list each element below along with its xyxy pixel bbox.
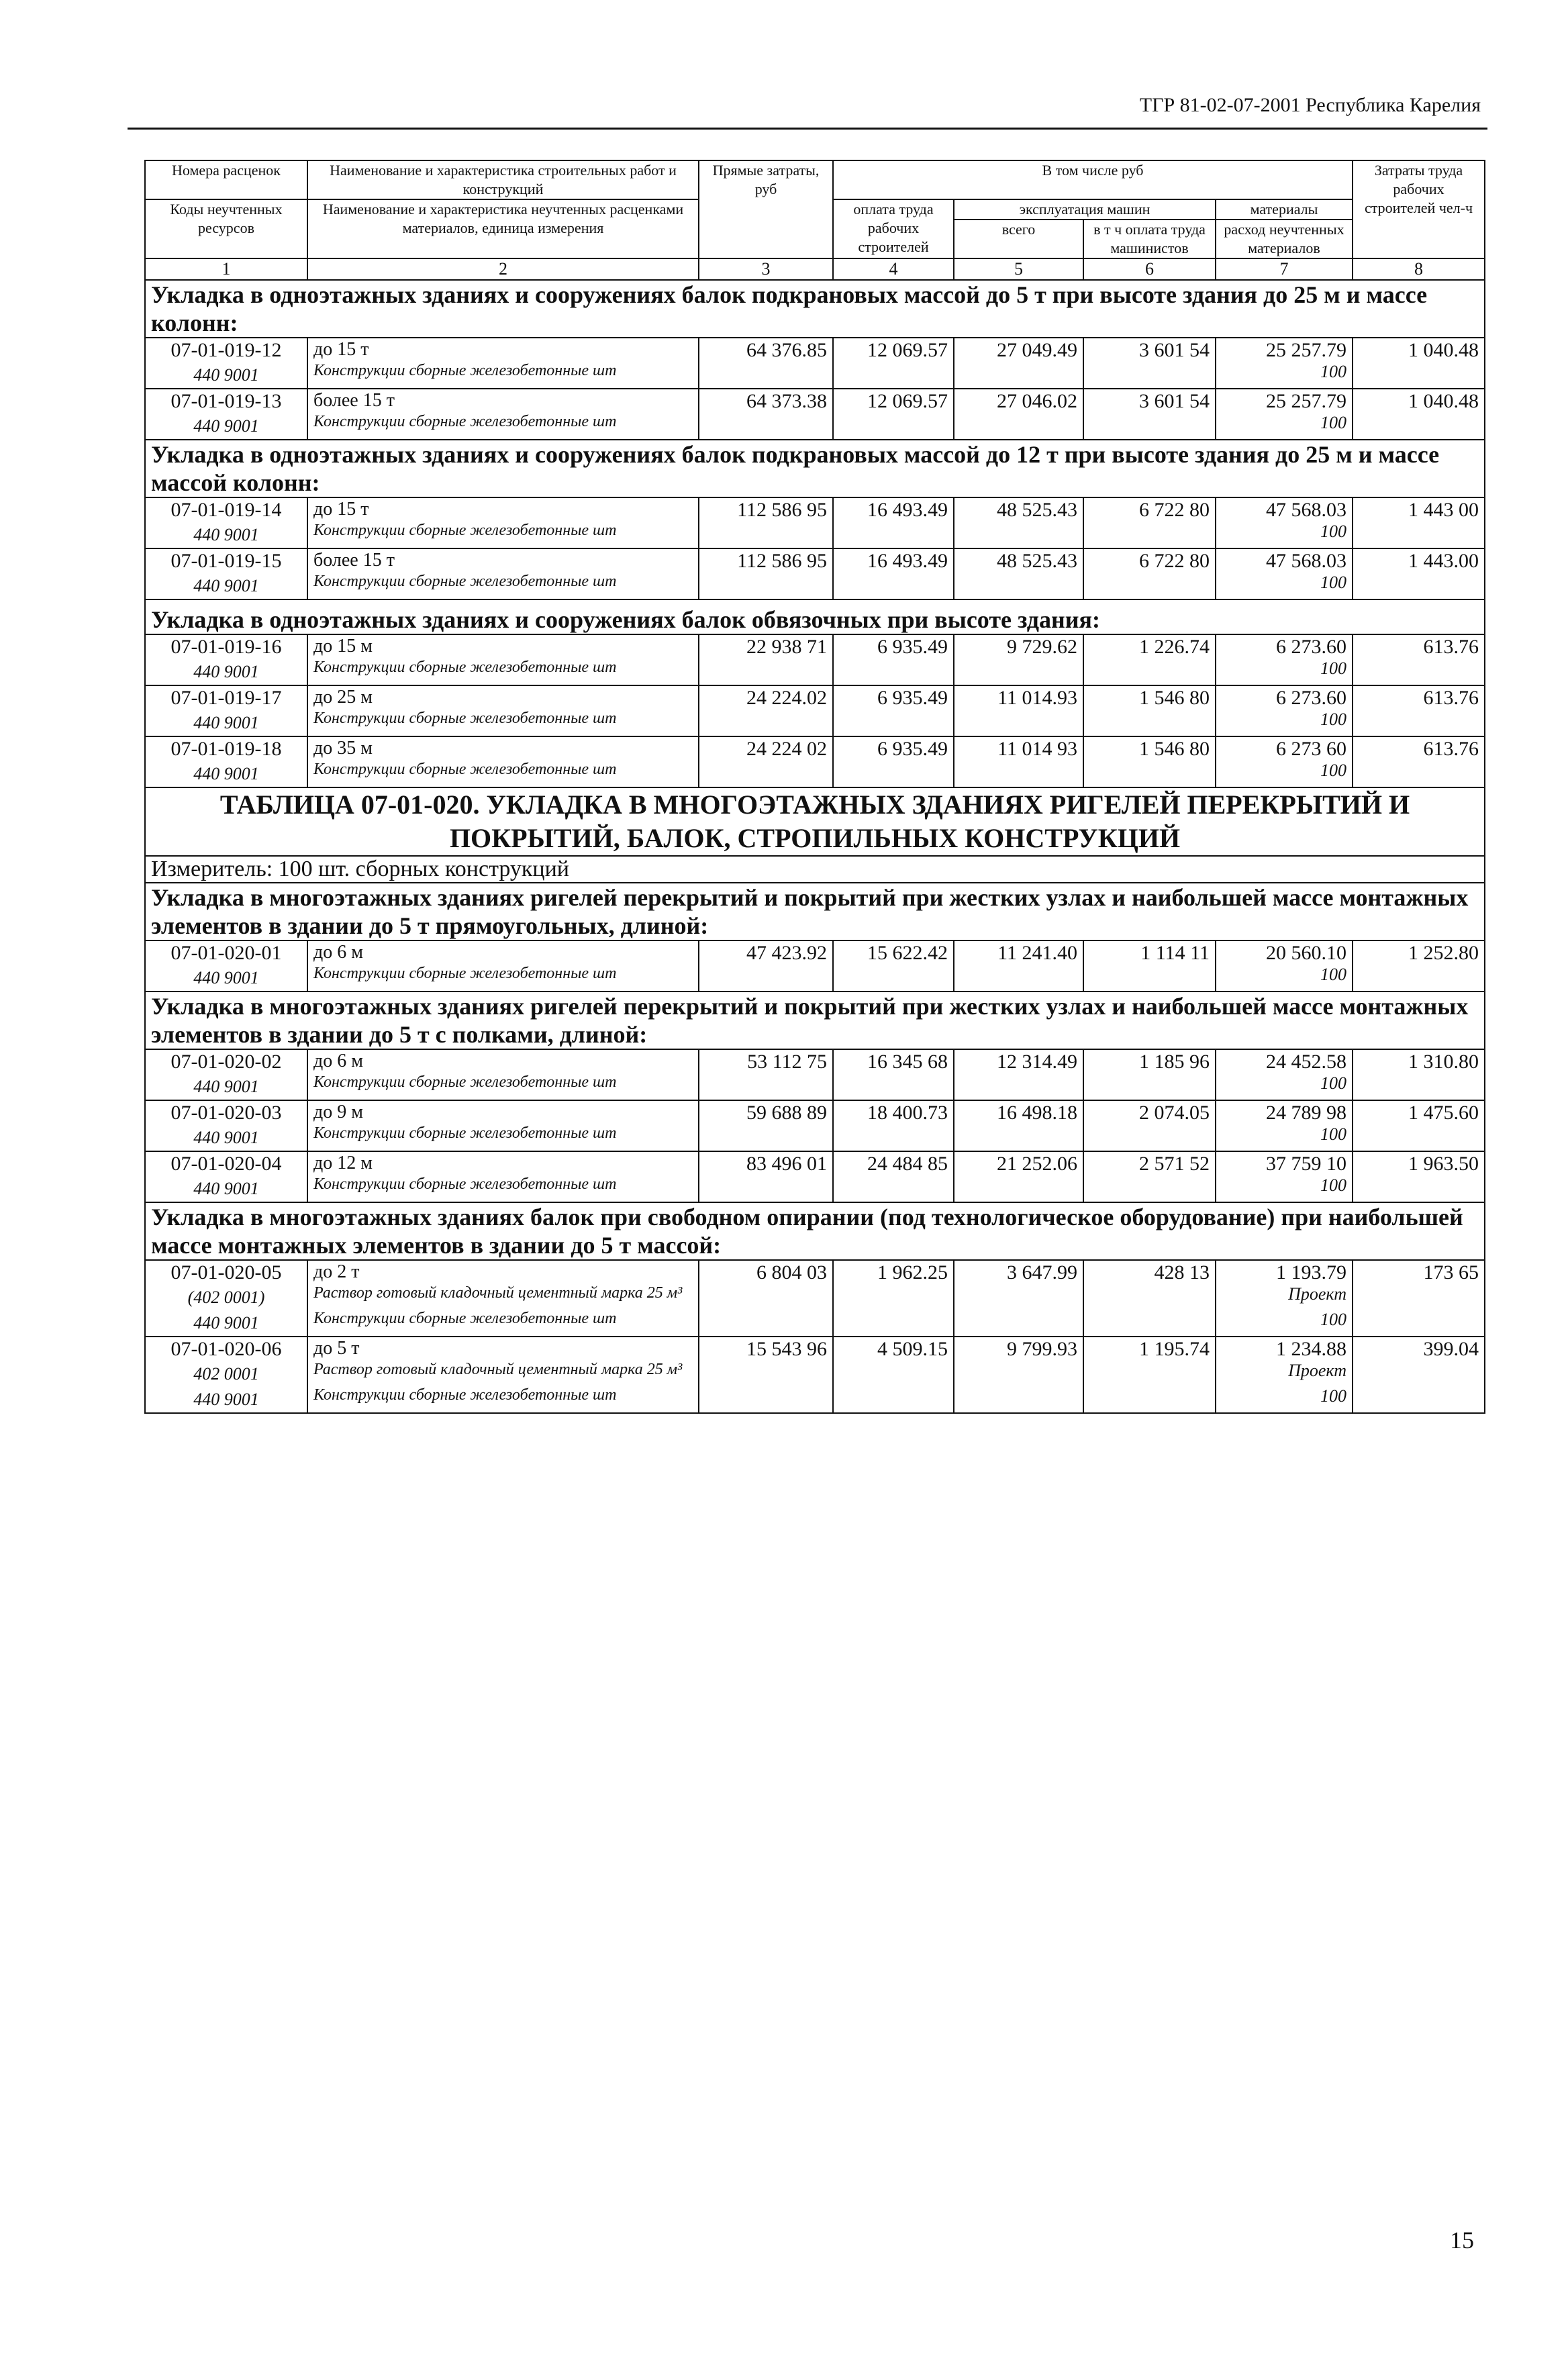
empty-cell <box>1353 1310 1485 1337</box>
col-number: 2 <box>307 258 699 280</box>
value-labor: 12 069.57 <box>833 389 954 414</box>
resource-code: 440 9001 <box>145 965 307 992</box>
resource-row <box>145 1285 1485 1310</box>
empty-cell <box>1083 573 1216 599</box>
value-machinists: 6 722 80 <box>1083 497 1216 522</box>
rate-code: 07-01-020-04 <box>145 1151 307 1176</box>
empty-cell <box>699 761 833 787</box>
value-hours: 1 963.50 <box>1353 1151 1485 1176</box>
empty-cell <box>954 761 1083 787</box>
work-name: до 6 м <box>307 1049 699 1074</box>
value-materials: 25 257.79 <box>1216 389 1353 414</box>
work-name: до 15 м <box>307 634 699 659</box>
resource-code: 402 0001 <box>145 1361 307 1387</box>
empty-cell <box>833 522 954 548</box>
value-hours: 613.76 <box>1353 634 1485 659</box>
resource-row <box>145 1361 1485 1387</box>
value-labor: 6 935.49 <box>833 634 954 659</box>
resource-code: 440 9001 <box>145 659 307 685</box>
rate-code: 07-01-020-03 <box>145 1100 307 1125</box>
resource-quantity: 100 <box>1216 1074 1353 1100</box>
value-direct: 83 496 01 <box>699 1151 833 1176</box>
col-machines-header: эксплуатация машин <box>954 199 1216 220</box>
rate-code: 07-01-019-13 <box>145 389 307 414</box>
empty-cell <box>833 1310 954 1337</box>
rate-row <box>145 548 1485 573</box>
value-materials: 6 273.60 <box>1216 634 1353 659</box>
work-name: до 9 м <box>307 1100 699 1125</box>
empty-cell <box>699 710 833 736</box>
work-name: до 2 т <box>307 1260 699 1285</box>
value-hours: 613.76 <box>1353 736 1485 761</box>
empty-cell <box>1083 522 1216 548</box>
resource-name: Конструкции сборные железобетонные шт <box>307 1176 699 1202</box>
resource-code: 440 9001 <box>145 1074 307 1100</box>
resource-row <box>145 659 1485 685</box>
resource-name: Конструкции сборные железобетонные шт <box>307 414 699 440</box>
col-rate-numbers-header: Номера расценок <box>145 160 307 199</box>
empty-cell <box>699 1361 833 1387</box>
resource-code: (402 0001) <box>145 1285 307 1310</box>
empty-cell <box>833 1074 954 1100</box>
empty-cell <box>699 965 833 992</box>
value-materials: 24 789 98 <box>1216 1100 1353 1125</box>
value-labor: 16 345 68 <box>833 1049 954 1074</box>
empty-cell <box>954 1310 1083 1337</box>
resource-name: Раствор готовый кладочный цементный марка 25 м³ <box>307 1361 699 1387</box>
value-machines: 27 046.02 <box>954 389 1083 414</box>
empty-cell <box>954 710 1083 736</box>
col-number: 7 <box>1216 258 1353 280</box>
col-work-name-header: Наименование и характеристика строительных работ и конструкций <box>307 160 699 199</box>
value-machinists: 2 571 52 <box>1083 1151 1216 1176</box>
value-direct: 15 543 96 <box>699 1337 833 1361</box>
rate-row <box>145 634 1485 659</box>
value-labor: 16 493.49 <box>833 548 954 573</box>
empty-cell <box>833 1387 954 1413</box>
empty-cell <box>1083 363 1216 389</box>
empty-cell <box>1083 1074 1216 1100</box>
resource-row <box>145 1176 1485 1202</box>
value-machinists: 1 226.74 <box>1083 634 1216 659</box>
section-title: Укладка в многоэтажных зданиях ригелей перекрытий и покрытий при жестких узлах и наибольшей массе монтажных элементов в здании до 5 т с полками, длиной: <box>145 992 1485 1049</box>
resource-quantity: 100 <box>1216 1176 1353 1202</box>
value-materials: 37 759 10 <box>1216 1151 1353 1176</box>
work-name: до 25 м <box>307 685 699 710</box>
rate-row <box>145 1049 1485 1074</box>
rate-code: 07-01-019-16 <box>145 634 307 659</box>
rate-code: 07-01-019-18 <box>145 736 307 761</box>
rate-code: 07-01-019-15 <box>145 548 307 573</box>
value-direct: 64 376.85 <box>699 338 833 363</box>
resource-code: 440 9001 <box>145 1125 307 1151</box>
col-number: 6 <box>1083 258 1216 280</box>
value-direct: 24 224.02 <box>699 685 833 710</box>
empty-cell <box>954 1285 1083 1310</box>
empty-cell <box>833 1285 954 1310</box>
resource-name: Конструкции сборные железобетонные шт <box>307 573 699 599</box>
resource-code: 440 9001 <box>145 363 307 389</box>
empty-cell <box>699 363 833 389</box>
work-name: до 15 т <box>307 338 699 363</box>
empty-cell <box>1353 573 1485 599</box>
rate-code: 07-01-019-12 <box>145 338 307 363</box>
rate-row <box>145 497 1485 522</box>
value-machinists: 6 722 80 <box>1083 548 1216 573</box>
section-title: Укладка в одноэтажных зданиях и сооружениях балок подкрановых массой до 12 т при высоте здания до 25 м и массе массой колонн: <box>145 440 1485 497</box>
measurement-unit: Измеритель: 100 шт. сборных конструкций <box>145 856 1485 883</box>
rates-table <box>144 160 1485 1414</box>
empty-cell <box>833 965 954 992</box>
empty-cell <box>954 1074 1083 1100</box>
rate-row <box>145 389 1485 414</box>
value-machines: 48 525.43 <box>954 548 1083 573</box>
resource-name: Конструкции сборные железобетонные шт <box>307 522 699 548</box>
col-labor-hours-header: Затраты труда рабочих строителей чел-ч <box>1353 160 1485 258</box>
value-machinists: 428 13 <box>1083 1260 1216 1285</box>
empty-cell <box>833 659 954 685</box>
value-machines: 21 252.06 <box>954 1151 1083 1176</box>
value-machinists: 1 195.74 <box>1083 1337 1216 1361</box>
rate-code: 07-01-020-01 <box>145 940 307 965</box>
empty-cell <box>1083 1176 1216 1202</box>
empty-cell <box>1353 710 1485 736</box>
empty-cell <box>1353 1387 1485 1413</box>
empty-cell <box>699 1125 833 1151</box>
resource-row <box>145 522 1485 548</box>
value-materials: 47 568.03 <box>1216 497 1353 522</box>
value-materials: 25 257.79 <box>1216 338 1353 363</box>
empty-cell <box>954 573 1083 599</box>
value-materials: 47 568.03 <box>1216 548 1353 573</box>
value-machinists: 2 074.05 <box>1083 1100 1216 1125</box>
empty-cell <box>699 1285 833 1310</box>
resource-quantity: 100 <box>1216 1387 1353 1413</box>
resource-row <box>145 363 1485 389</box>
col-machines-total-header: всего <box>954 220 1083 258</box>
resource-name: Раствор готовый кладочный цементный марка 25 м³ <box>307 1285 699 1310</box>
empty-cell <box>833 414 954 440</box>
value-hours: 1 310.80 <box>1353 1049 1485 1074</box>
value-machines: 48 525.43 <box>954 497 1083 522</box>
col-materials-header: материалы <box>1216 199 1353 220</box>
resource-name: Конструкции сборные железобетонные шт <box>307 1125 699 1151</box>
header-rule <box>128 128 1487 130</box>
value-materials: 6 273.60 <box>1216 685 1353 710</box>
empty-cell <box>954 659 1083 685</box>
empty-cell <box>1353 414 1485 440</box>
value-labor: 18 400.73 <box>833 1100 954 1125</box>
resource-code: 440 9001 <box>145 1387 307 1413</box>
work-name: до 15 т <box>307 497 699 522</box>
resource-name: Конструкции сборные железобетонные шт <box>307 1074 699 1100</box>
value-direct: 53 112 75 <box>699 1049 833 1074</box>
value-hours: 1 252.80 <box>1353 940 1485 965</box>
value-machines: 27 049.49 <box>954 338 1083 363</box>
empty-cell <box>954 965 1083 992</box>
col-machinists-pay-header: в т ч оплата труда машинистов <box>1083 220 1216 258</box>
resource-name: Конструкции сборные железобетонные шт <box>307 1387 699 1413</box>
empty-cell <box>954 1361 1083 1387</box>
empty-cell <box>699 1176 833 1202</box>
value-machines: 11 014 93 <box>954 736 1083 761</box>
empty-cell <box>1353 363 1485 389</box>
work-name: до 6 м <box>307 940 699 965</box>
value-materials: 20 560.10 <box>1216 940 1353 965</box>
rate-row <box>145 685 1485 710</box>
table-title: ТАБЛИЦА 07-01-020. УКЛАДКА В МНОГОЭТАЖНЫХ ЗДАНИЯХ РИГЕЛЕЙ ПЕРЕКРЫТИЙ И ПОКРЫТИЙ, БАЛОК, СТРОПИЛЬНЫХ КОНСТРУКЦИЙ <box>145 787 1485 856</box>
value-direct: 24 224 02 <box>699 736 833 761</box>
empty-cell <box>699 1310 833 1337</box>
rate-row <box>145 1151 1485 1176</box>
empty-cell <box>1353 659 1485 685</box>
col-number: 4 <box>833 258 954 280</box>
resource-quantity: 100 <box>1216 522 1353 548</box>
empty-cell <box>833 1125 954 1151</box>
value-labor: 6 935.49 <box>833 685 954 710</box>
resource-code: 440 9001 <box>145 414 307 440</box>
resource-row <box>145 1125 1485 1151</box>
rate-row <box>145 1337 1485 1361</box>
empty-cell <box>954 414 1083 440</box>
empty-cell <box>1083 1285 1216 1310</box>
empty-cell <box>699 522 833 548</box>
resource-quantity: 100 <box>1216 1125 1353 1151</box>
value-direct: 112 586 95 <box>699 548 833 573</box>
empty-cell <box>699 1074 833 1100</box>
value-machines: 16 498.18 <box>954 1100 1083 1125</box>
value-hours: 173 65 <box>1353 1260 1485 1285</box>
resource-quantity: 100 <box>1216 414 1353 440</box>
rate-code: 07-01-019-14 <box>145 497 307 522</box>
value-materials: 1 234.88 <box>1216 1337 1353 1361</box>
value-hours: 399.04 <box>1353 1337 1485 1361</box>
value-materials: 6 273 60 <box>1216 736 1353 761</box>
resource-row <box>145 1074 1485 1100</box>
empty-cell <box>833 1176 954 1202</box>
empty-cell <box>1353 1176 1485 1202</box>
col-labor-pay-header: оплата труда рабочих строителей <box>833 199 954 258</box>
empty-cell <box>1353 522 1485 548</box>
resource-code: 440 9001 <box>145 522 307 548</box>
empty-cell <box>1353 965 1485 992</box>
rate-row <box>145 736 1485 761</box>
value-machinists: 1 185 96 <box>1083 1049 1216 1074</box>
col-group-header: В том числе руб <box>833 160 1353 199</box>
empty-cell <box>833 1361 954 1387</box>
running-header: ТГР 81-02-07-2001 Республика Карелия <box>1139 94 1481 116</box>
section-title: Укладка в одноэтажных зданиях и сооружениях балок обвязочных при высоте здания: <box>145 599 1485 634</box>
work-name: до 12 м <box>307 1151 699 1176</box>
rate-code: 07-01-019-17 <box>145 685 307 710</box>
value-direct: 112 586 95 <box>699 497 833 522</box>
value-machinists: 3 601 54 <box>1083 389 1216 414</box>
value-direct: 59 688 89 <box>699 1100 833 1125</box>
value-direct: 22 938 71 <box>699 634 833 659</box>
resource-row <box>145 965 1485 992</box>
empty-cell <box>1083 1125 1216 1151</box>
col-material-name-header: Наименование и характеристика неучтенных расценками материалов, единица измерения <box>307 199 699 258</box>
empty-cell <box>1353 1125 1485 1151</box>
empty-cell <box>1083 414 1216 440</box>
section-title: Укладка в многоэтажных зданиях ригелей перекрытий и покрытий при жестких узлах и наибольшей массе монтажных элементов в здании до 5 т прямоугольных, длиной: <box>145 883 1485 940</box>
resource-code: 440 9001 <box>145 573 307 599</box>
value-hours: 1 040.48 <box>1353 389 1485 414</box>
empty-cell <box>1083 1387 1216 1413</box>
value-labor: 1 962.25 <box>833 1260 954 1285</box>
resource-name: Конструкции сборные железобетонные шт <box>307 761 699 787</box>
col-direct-costs-header: Прямые затраты, руб <box>699 160 833 258</box>
resource-name: Конструкции сборные железобетонные шт <box>307 710 699 736</box>
resource-row <box>145 1387 1485 1413</box>
value-labor: 4 509.15 <box>833 1337 954 1361</box>
rate-row <box>145 1100 1485 1125</box>
value-machinists: 1 114 11 <box>1083 940 1216 965</box>
value-machines: 9 729.62 <box>954 634 1083 659</box>
value-direct: 6 804 03 <box>699 1260 833 1285</box>
col-resource-codes-header: Коды неучтенных ресурсов <box>145 199 307 258</box>
value-machines: 9 799.93 <box>954 1337 1083 1361</box>
value-machines: 11 241.40 <box>954 940 1083 965</box>
resource-row <box>145 1310 1485 1337</box>
section-title: Укладка в одноэтажных зданиях и сооружениях балок подкрановых массой до 5 т при высоте здания до 25 м и массе колонн: <box>145 280 1485 338</box>
value-labor: 15 622.42 <box>833 940 954 965</box>
empty-cell <box>699 1387 833 1413</box>
resource-quantity: 100 <box>1216 573 1353 599</box>
empty-cell <box>699 659 833 685</box>
resource-quantity: 100 <box>1216 659 1353 685</box>
resource-name: Конструкции сборные железобетонные шт <box>307 965 699 992</box>
value-hours: 1 443 00 <box>1353 497 1485 522</box>
resource-name: Конструкции сборные железобетонные шт <box>307 363 699 389</box>
empty-cell <box>699 573 833 599</box>
empty-cell <box>699 414 833 440</box>
value-hours: 613.76 <box>1353 685 1485 710</box>
work-name: до 35 м <box>307 736 699 761</box>
value-labor: 16 493.49 <box>833 497 954 522</box>
empty-cell <box>1083 1310 1216 1337</box>
empty-cell <box>833 761 954 787</box>
resource-quantity: 100 <box>1216 761 1353 787</box>
col-number: 8 <box>1353 258 1485 280</box>
empty-cell <box>1083 965 1216 992</box>
value-direct: 64 373.38 <box>699 389 833 414</box>
value-materials: 1 193.79 <box>1216 1260 1353 1285</box>
resource-quantity: 100 <box>1216 363 1353 389</box>
empty-cell <box>1083 710 1216 736</box>
col-material-consumption-header: расход неучтенных материалов <box>1216 220 1353 258</box>
empty-cell <box>833 573 954 599</box>
rate-code: 07-01-020-06 <box>145 1337 307 1361</box>
empty-cell <box>833 363 954 389</box>
resource-quantity: Проект <box>1216 1285 1353 1310</box>
col-number: 1 <box>145 258 307 280</box>
resource-quantity: 100 <box>1216 1310 1353 1337</box>
empty-cell <box>1353 1361 1485 1387</box>
resource-code: 440 9001 <box>145 1176 307 1202</box>
empty-cell <box>1083 1361 1216 1387</box>
resource-row <box>145 710 1485 736</box>
work-name: до 5 т <box>307 1337 699 1361</box>
empty-cell <box>833 710 954 736</box>
value-hours: 1 475.60 <box>1353 1100 1485 1125</box>
value-materials: 24 452.58 <box>1216 1049 1353 1074</box>
resource-quantity: 100 <box>1216 710 1353 736</box>
rate-code: 07-01-020-02 <box>145 1049 307 1074</box>
resource-name: Конструкции сборные железобетонные шт <box>307 1310 699 1337</box>
resource-code: 440 9001 <box>145 761 307 787</box>
value-hours: 1 443.00 <box>1353 548 1485 573</box>
col-number: 5 <box>954 258 1083 280</box>
value-machinists: 1 546 80 <box>1083 685 1216 710</box>
rate-row <box>145 1260 1485 1285</box>
empty-cell <box>954 1125 1083 1151</box>
col-number: 3 <box>699 258 833 280</box>
value-labor: 6 935.49 <box>833 736 954 761</box>
resource-row <box>145 414 1485 440</box>
resource-name: Конструкции сборные железобетонные шт <box>307 659 699 685</box>
resource-quantity: Проект <box>1216 1361 1353 1387</box>
resource-row <box>145 573 1485 599</box>
value-labor: 24 484 85 <box>833 1151 954 1176</box>
empty-cell <box>1083 761 1216 787</box>
work-name: более 15 т <box>307 548 699 573</box>
value-direct: 47 423.92 <box>699 940 833 965</box>
empty-cell <box>954 1176 1083 1202</box>
empty-cell <box>1083 659 1216 685</box>
value-machines: 12 314.49 <box>954 1049 1083 1074</box>
rate-row <box>145 940 1485 965</box>
value-machinists: 1 546 80 <box>1083 736 1216 761</box>
value-machines: 3 647.99 <box>954 1260 1083 1285</box>
resource-row <box>145 761 1485 787</box>
page-number: 15 <box>1450 2227 1474 2254</box>
value-machines: 11 014.93 <box>954 685 1083 710</box>
value-labor: 12 069.57 <box>833 338 954 363</box>
empty-cell <box>954 363 1083 389</box>
resource-code: 440 9001 <box>145 1310 307 1337</box>
resource-quantity: 100 <box>1216 965 1353 992</box>
work-name: более 15 т <box>307 389 699 414</box>
empty-cell <box>954 522 1083 548</box>
value-hours: 1 040.48 <box>1353 338 1485 363</box>
value-machinists: 3 601 54 <box>1083 338 1216 363</box>
empty-cell <box>1353 761 1485 787</box>
empty-cell <box>1353 1074 1485 1100</box>
resource-code: 440 9001 <box>145 710 307 736</box>
section-title: Укладка в многоэтажных зданиях балок при свободном опирании (под технологическое оборудование) при наибольшей массе монтажных элементов в здании до 5 т массой: <box>145 1202 1485 1260</box>
empty-cell <box>954 1387 1083 1413</box>
empty-cell <box>1353 1285 1485 1310</box>
rate-row <box>145 338 1485 363</box>
rate-code: 07-01-020-05 <box>145 1260 307 1285</box>
